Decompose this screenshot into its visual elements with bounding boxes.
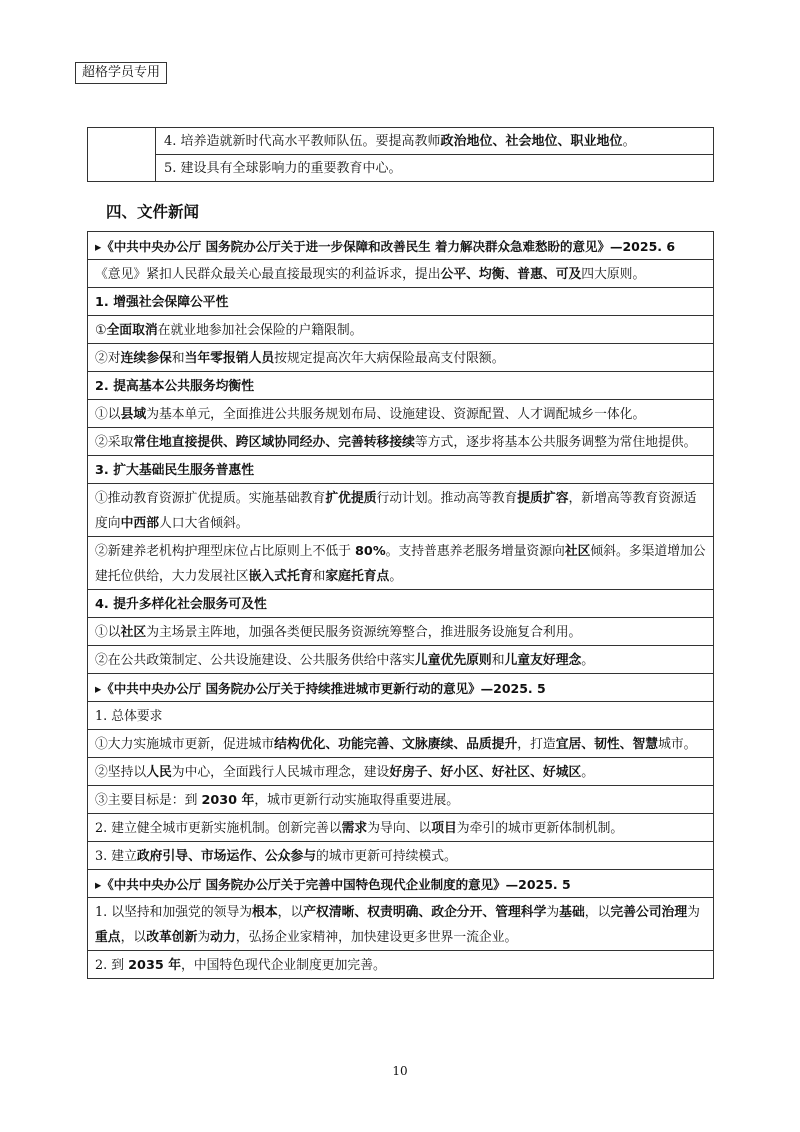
emphasis-text: 嵌入式托育 — [248, 568, 313, 584]
news-row — [88, 897, 713, 950]
news-row — [88, 701, 713, 729]
body-text: 2. 建立健全城市更新实施机制。创新完善以 — [95, 820, 342, 836]
emphasis-text: 家庭托育点 — [325, 568, 390, 584]
body-text: 为牵引的城市更新体制机制。 — [456, 820, 624, 836]
table-label-cell — [88, 128, 156, 181]
news-block-enterprise-system — [88, 869, 713, 978]
body-text: 2. 到 — [95, 957, 129, 973]
body-text: ，以 — [120, 929, 147, 945]
news-heading — [88, 371, 713, 399]
page-number: 10 — [392, 1064, 408, 1078]
body-text: 1. 增强社会保障公平性 — [95, 294, 229, 310]
news-row — [88, 841, 713, 869]
body-text: 四大原则。 — [581, 266, 646, 282]
emphasis-text: 县域 — [120, 406, 147, 422]
table-content-cell — [156, 128, 713, 181]
body-text: ①推动教育资源扩优提质。实施基础教育 — [95, 490, 326, 506]
news-row — [88, 785, 713, 813]
body-text: 和 — [171, 350, 185, 366]
body-text: 。 — [581, 652, 595, 668]
emphasis-text: 政府引导、市场运作、公众参与 — [136, 848, 317, 864]
body-text: ▸《中共中央办公厅 国务院办公厅关于完善中国特色现代企业制度的意见》—2025. 5 — [95, 876, 571, 892]
body-text: 为 — [546, 904, 560, 920]
emphasis-text: 全面取消 — [106, 322, 158, 338]
body-text: ②新建养老机构护理型床位占比原则上不低于 — [95, 543, 356, 559]
body-text: 1. 以坚持和加强党的领导为 — [95, 904, 253, 920]
body-text: ，以 — [584, 904, 611, 920]
news-row — [88, 343, 713, 371]
emphasis-text: 提质扩容 — [517, 490, 569, 506]
news-heading — [88, 287, 713, 315]
body-text: 为中心，全面践行人民城市理念，建设 — [171, 764, 390, 780]
body-text: 2. 提高基本公共服务均衡性 — [95, 378, 254, 394]
body-text: ②在公共政策制定、公共设施建设、公共服务供给中落实 — [95, 652, 415, 668]
emphasis-text: 基础 — [559, 904, 585, 920]
body-text: 《意见》紧扣人民群众最关心最直接最现实的利益诉求，提出 — [95, 266, 441, 282]
news-row — [88, 645, 713, 673]
news-row — [88, 950, 713, 978]
body-text: ②对 — [95, 350, 121, 366]
body-text: 4. 提升多样化社会服务可及性 — [95, 596, 267, 612]
table-line-5 — [156, 154, 713, 181]
body-text: 人口大省倾斜。 — [158, 515, 249, 531]
emphasis-text: 2035 年 — [128, 957, 182, 973]
emphasis-text: 政治地位、社会地位、职业地位 — [440, 134, 623, 149]
news-row — [88, 813, 713, 841]
body-text: 4. 培养造就新时代高水平教师队伍。要提高教师 — [164, 134, 441, 149]
body-text: 。支持普惠养老服务增量资源向 — [385, 543, 565, 559]
continued-table — [87, 127, 714, 182]
news-block-urban-renewal — [88, 673, 713, 869]
news-table — [87, 231, 714, 979]
body-text: 。 — [622, 134, 636, 149]
body-text: 为 — [687, 904, 700, 920]
body-text: 行动计划。推动高等教育 — [376, 490, 518, 506]
emphasis-text: 根本 — [252, 904, 278, 920]
body-text: ，中国特色现代企业制度更加完善。 — [181, 957, 386, 973]
body-text: ，新增高等教育资源适度向 — [95, 490, 697, 531]
emphasis-text: 常住地直接提供、跨区域协同经办、完善转移接续 — [133, 434, 415, 450]
emphasis-text: 结构优化、功能完善、文脉赓续、品质提升 — [274, 736, 518, 752]
emphasis-text: 产权清晰、权责明确、政企分开、管理科学 — [303, 904, 547, 920]
news-row — [88, 259, 713, 287]
news-row — [88, 399, 713, 427]
body-text: ，打造 — [517, 736, 556, 752]
body-text: 5. 建设具有全球影响力的重要教育中心。 — [164, 161, 402, 176]
emphasis-text: 改革创新 — [146, 929, 198, 945]
news-row — [88, 757, 713, 785]
body-text: ，以 — [277, 904, 304, 920]
news-row — [88, 536, 713, 589]
body-text: 为主场景主阵地，加强各类便民服务资源统筹整合，推进服务设施复合利用。 — [146, 624, 582, 640]
emphasis-text: 社区 — [564, 543, 591, 559]
body-text: 倾斜。多渠道增加公建托位供给，大力发展社区 — [95, 543, 706, 584]
body-text: ▸《中共中央办公厅 国务院办公厅关于持续推进城市更新行动的意见》—2025. 5 — [95, 680, 546, 696]
news-row — [88, 729, 713, 757]
body-text: 。 — [389, 568, 403, 584]
body-text: ① — [95, 322, 107, 338]
body-text: 为导向、以 — [367, 820, 432, 836]
body-text: 1. 总体要求 — [95, 708, 163, 724]
news-row — [88, 483, 713, 536]
emphasis-text: 重点 — [95, 929, 121, 945]
emphasis-text: 儿童友好理念 — [504, 652, 582, 668]
body-text: ③主要目标是：到 — [95, 792, 202, 808]
news-title — [88, 232, 713, 259]
emphasis-text: 80% — [355, 543, 386, 559]
emphasis-text: 公平、均衡、普惠、可及 — [440, 266, 582, 282]
body-text: ②坚持以 — [95, 764, 147, 780]
emphasis-text: 中西部 — [120, 515, 159, 531]
emphasis-text: 扩优提质 — [325, 490, 377, 506]
body-text: ①以 — [95, 624, 121, 640]
body-text: ①大力实施城市更新，促进城市 — [95, 736, 275, 752]
news-row — [88, 315, 713, 343]
emphasis-text: 宜居、韧性、智慧 — [555, 736, 659, 752]
news-heading — [88, 455, 713, 483]
body-text: 。 — [581, 764, 595, 780]
news-title — [88, 674, 713, 701]
body-text: 等方式，逐步将基本公共服务调整为常住地提供。 — [414, 434, 697, 450]
emphasis-text: 儿童优先原则 — [414, 652, 492, 668]
emphasis-text: 需求 — [341, 820, 368, 836]
body-text: 和 — [491, 652, 505, 668]
emphasis-text: 社区 — [120, 624, 147, 640]
body-text: 为 — [197, 929, 211, 945]
table-line-4 — [156, 128, 713, 154]
body-text: 3. 建立 — [95, 848, 137, 864]
news-title — [88, 870, 713, 897]
news-block-livelihood — [88, 232, 713, 673]
user-stamp: 超格学员专用 — [75, 62, 167, 84]
body-text: ，弘扬企业家精神，加快建设更多世界一流企业。 — [235, 929, 518, 945]
emphasis-text: 2030 年 — [201, 792, 255, 808]
body-text: 的城市更新可持续模式。 — [316, 848, 457, 864]
emphasis-text: 连续参保 — [120, 350, 172, 366]
body-text: 在就业地参加社会保险的户籍限制。 — [157, 322, 363, 338]
body-text: 城市。 — [658, 736, 697, 752]
body-text: ①以 — [95, 406, 121, 422]
emphasis-text: 当年零报销人员 — [184, 350, 275, 366]
emphasis-text: 完善公司治理 — [610, 904, 688, 920]
news-row — [88, 617, 713, 645]
news-heading — [88, 589, 713, 617]
body-text: 和 — [312, 568, 326, 584]
emphasis-text: 动力 — [210, 929, 236, 945]
body-text: 按规定提高次年大病保险最高支付限额。 — [274, 350, 505, 366]
news-row — [88, 427, 713, 455]
body-text: ②采取 — [95, 434, 134, 450]
body-text: 3. 扩大基础民生服务普惠性 — [95, 462, 254, 478]
body-text: 为基本单元，全面推进公共服务规划布局、设施建设、资源配置、人才调配城乡一体化。 — [146, 406, 646, 422]
body-text: ▸《中共中央办公厅 国务院办公厅关于进一步保障和改善民生 着力解决群众急难愁盼的意见》—2025. 6 — [95, 238, 676, 254]
emphasis-text: 好房子、好小区、好社区、好城区 — [389, 764, 582, 780]
body-text: ，城市更新行动实施取得重要进展。 — [254, 792, 460, 808]
emphasis-text: 项目 — [431, 820, 457, 836]
emphasis-text: 人民 — [146, 764, 172, 780]
section-heading: 四、文件新闻 — [106, 203, 200, 221]
